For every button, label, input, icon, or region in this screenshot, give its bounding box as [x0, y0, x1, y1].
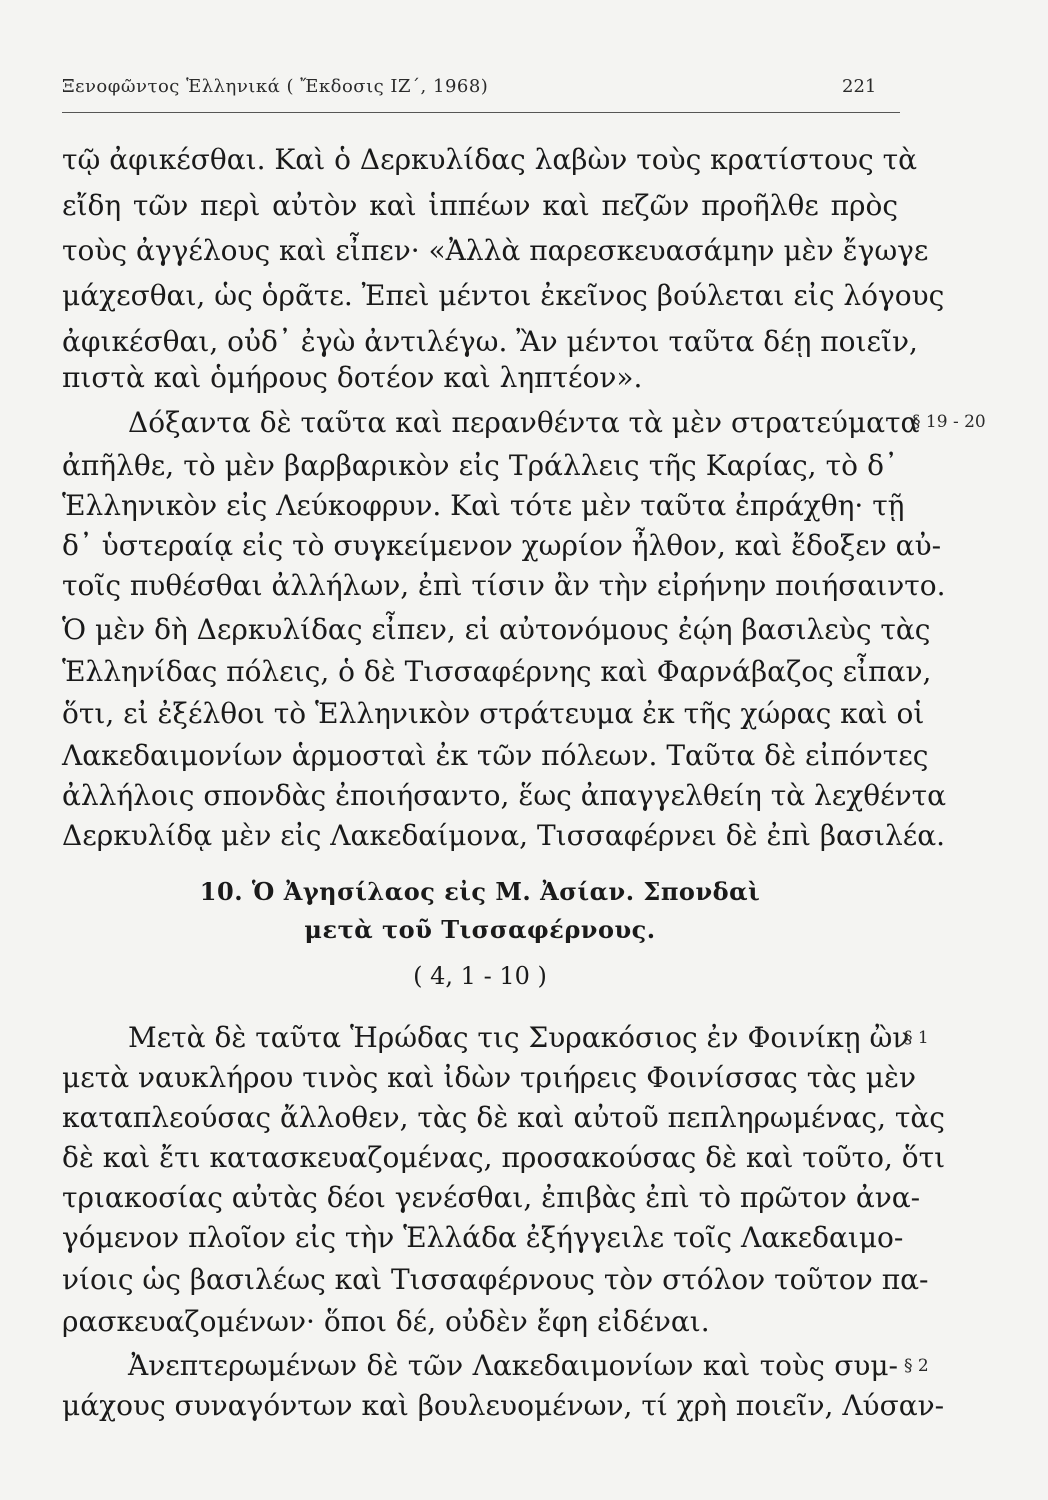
- text-line: μάχους συναγόντων καὶ βουλευομένων, τί χρὴ ποιεῖν, Λύσαν-: [62, 1389, 945, 1422]
- text-line: εἴδη τῶν περὶ αὐτὸν καὶ ἱππέων καὶ πεζῶν προῆλθε πρὸς: [62, 189, 898, 222]
- section-marker: § 2: [904, 1356, 929, 1376]
- text-line: τοῖς πυθέσθαι ἀλλήλων, ἐπὶ τίσιν ἂν τὴν εἰρήνην ποιήσαιντο.: [62, 569, 946, 602]
- text-line: ὅτι, εἰ ἐξέλθοι τὸ Ἑλληνικὸν στράτευμα ἐκ τῆς χώρας καὶ οἱ: [62, 697, 925, 730]
- text-line: Ὁ μὲν δὴ Δερκυλίδας εἶπεν, εἰ αὐτονόμους ἐῴη βασιλεὺς τὰς: [62, 613, 931, 646]
- text-line: ἀφικέσθαι, οὐδ᾽ ἐγὼ ἀντιλέγω. Ἂν μέντοι ταῦτα δέῃ ποιεῖν,: [62, 325, 918, 358]
- text-line: μετὰ ναυκλήρου τινὸς καὶ ἰδὼν τριήρεις Φοινίσσας τὰς μὲν: [62, 1061, 916, 1094]
- text-line: πιστὰ καὶ ὁμήρους δοτέον καὶ ληπτέον».: [62, 361, 643, 394]
- text-line: Ἑλληνικὸν εἰς Λεύκοφρυν. Καὶ τότε μὲν ταῦτα ἐπράχθη· τῇ: [62, 489, 905, 522]
- header-rule: [62, 112, 900, 113]
- text-line: Μετὰ δὲ ταῦτα Ἡρώδας τις Συρακόσιος ἐν Φοινίκῃ ὢν: [128, 1021, 910, 1054]
- text-line: τριακοσίας αὐτὰς δέοι γενέσθαι, ἐπιβὰς ἐπὶ τὸ πρῶτον ἀνα-: [62, 1181, 921, 1214]
- section-title: 10. Ὁ Ἀγησίλαος εἰς Μ. Ἀσίαν. Σπονδαὶ: [199, 877, 761, 906]
- text-line: τοὺς ἀγγέλους καὶ εἶπεν· «Ἀλλὰ παρεσκευασάμην μὲν ἔγωγε: [62, 234, 929, 267]
- text-line: ρασκευαζομένων· ὅποι δέ, οὐδὲν ἔφη εἰδέναι.: [62, 1305, 710, 1338]
- text-line: ἀλλήλοις σπονδὰς ἐποιήσαντο, ἕως ἀπαγγελθείη τὰ λεχθέντα: [62, 779, 947, 812]
- text-line: καταπλεούσας ἄλλοθεν, τὰς δὲ καὶ αὐτοῦ πεπληρωμένας, τὰς: [62, 1101, 945, 1134]
- text-line: Λακεδαιμονίων ἁρμοσταὶ ἐκ τῶν πόλεων. Ταῦτα δὲ εἰπόντες: [62, 739, 929, 772]
- page-number: 221: [842, 76, 877, 97]
- text-line: ἀπῆλθε, τὸ μὲν βαρβαρικὸν εἰς Τράλλεις τῆς Καρίας, τὸ δ᾽: [62, 449, 898, 482]
- text-line: Δερκυλίδᾳ μὲν εἰς Λακεδαίμονα, Τισσαφέρνει δὲ ἐπὶ βασιλέα.: [62, 819, 946, 852]
- text-line: τῷ ἀφικέσθαι. Καὶ ὁ Δερκυλίδας λαβὼν τοὺς κρατίστους τὰ: [62, 143, 917, 176]
- text-line: Ἑλληνίδας πόλεις, ὁ δὲ Τισσαφέρνης καὶ Φαρνάβαζος εἶπαν,: [62, 655, 932, 688]
- text-line: γόμενον πλοῖον εἰς τὴν Ἑλλάδα ἐξήγγειλε τοῖς Λακεδαιμο-: [62, 1221, 904, 1254]
- section-marker: § 19 - 20: [912, 412, 986, 432]
- text-line: νίοις ὡς βασιλέως καὶ Τισσαφέρνους τὸν στόλον τοῦτον πα-: [62, 1263, 929, 1296]
- section-title: μετὰ τοῦ Τισσαφέρνους.: [304, 915, 656, 944]
- section-marker: § 1: [904, 1028, 929, 1048]
- text-line: Δόξαντα δὲ ταῦτα καὶ περανθέντα τὰ μὲν στρατεύματα: [128, 406, 920, 439]
- text-line: δ᾽ ὑστεραίᾳ εἰς τὸ συγκείμενον χωρίον ἦλθον, καὶ ἔδοξεν αὐ-: [62, 529, 942, 562]
- text-line: μάχεσθαι, ὡς ὁρᾶτε. Ἐπεὶ μέντοι ἐκεῖνος βούλεται εἰς λόγους: [62, 279, 945, 312]
- text-line: δὲ καὶ ἔτι κατασκευαζομένας, προσακούσας δὲ καὶ τοῦτο, ὅτι: [62, 1141, 946, 1174]
- section-reference: ( 4, 1 - 10 ): [413, 962, 547, 990]
- running-title: Ξενοφῶντος Ἑλληνικά ( Ἔκδοσις ΙΖ΄, 1968): [62, 76, 489, 97]
- text-line: Ἀνεπτερωμένων δὲ τῶν Λακεδαιμονίων καὶ τοὺς συμ-: [128, 1349, 898, 1382]
